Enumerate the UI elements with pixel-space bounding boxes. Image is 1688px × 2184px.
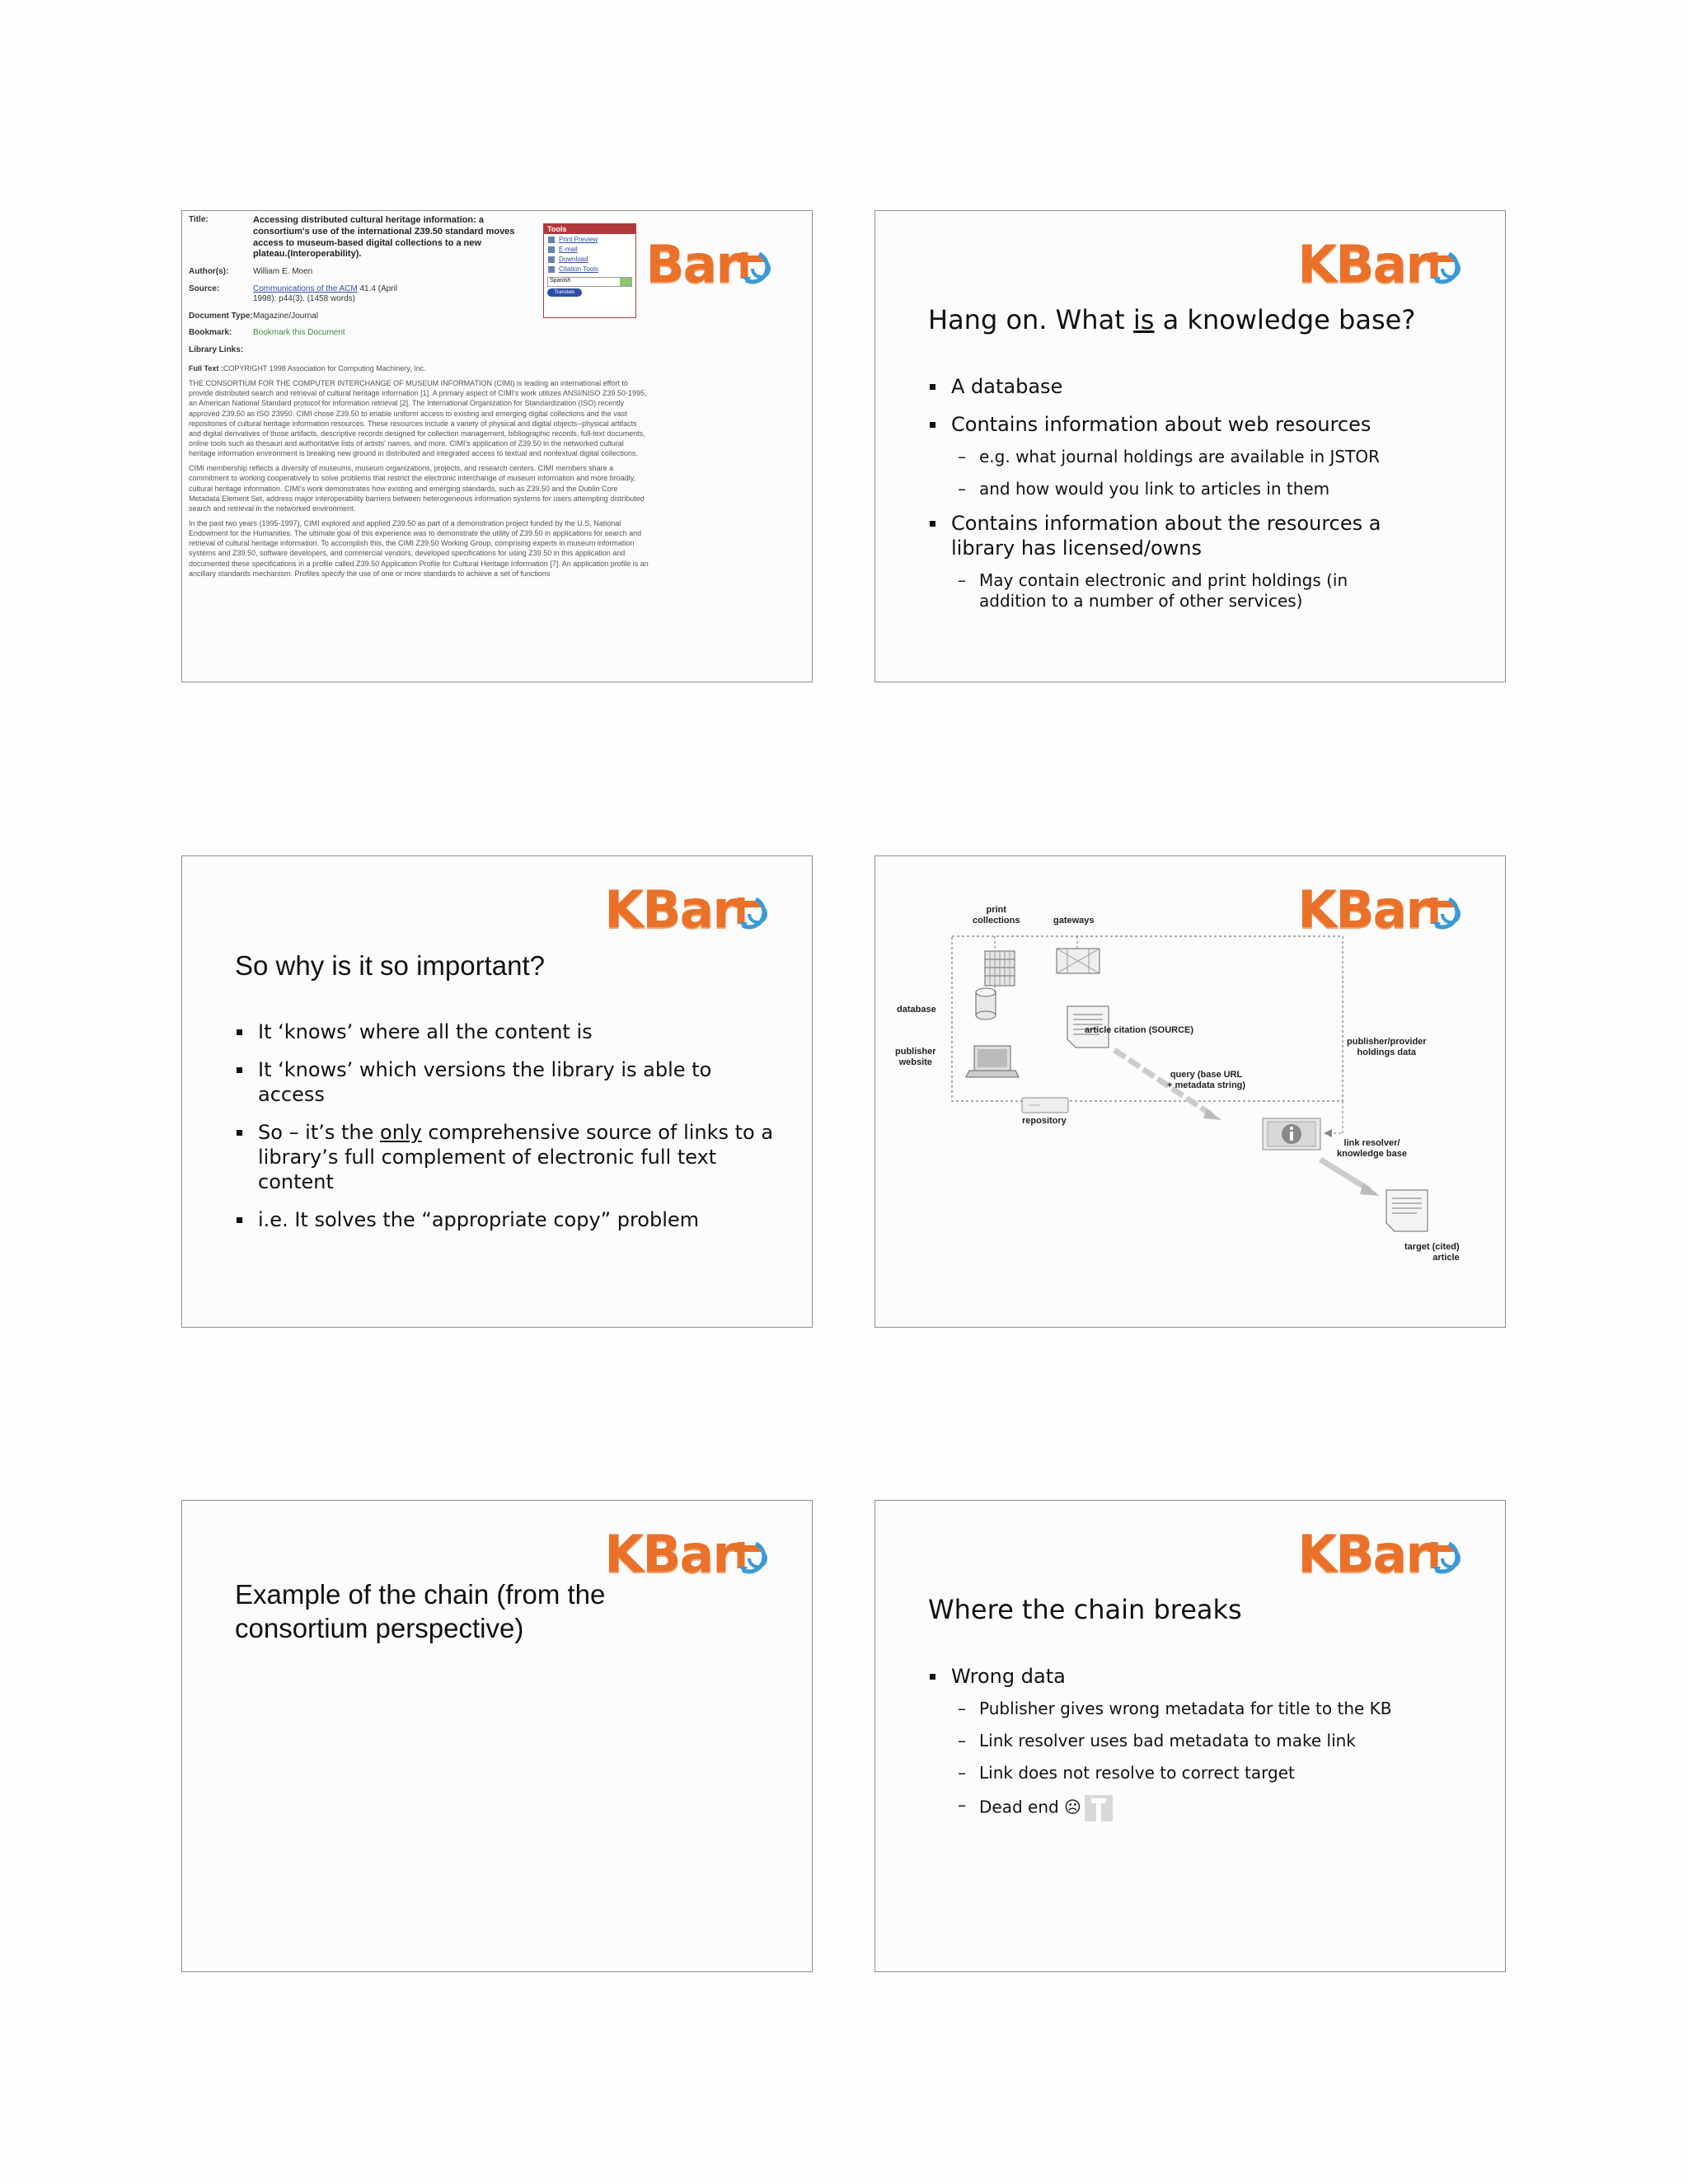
repository-label: repository <box>1022 1116 1067 1126</box>
slide-chain-example <box>181 1500 813 1972</box>
bullet-item <box>928 511 1423 612</box>
library-links-row <box>189 345 650 356</box>
database-icon <box>976 988 996 1019</box>
sub-bullet-item <box>951 1795 1472 1821</box>
logo-wordmark: KBar <box>604 1524 736 1584</box>
language-value: Spanish <box>550 278 571 284</box>
logo-wordmark: KBar <box>1297 879 1429 940</box>
publisher-website-label: publisher website <box>895 1047 936 1068</box>
authors-value: William E. Moen <box>253 267 313 276</box>
logo-cycle-icon <box>1426 1535 1464 1577</box>
doctype-value: Magazine/Journal <box>253 311 318 321</box>
publisher-provider-label: publisher/provider holdings data <box>1347 1037 1427 1058</box>
bullet-emphasis: only <box>380 1121 422 1144</box>
print-collections-icon <box>985 951 1015 986</box>
go-button[interactable] <box>620 278 631 286</box>
bullet-list <box>928 1664 1472 1833</box>
slide-knowledge-base <box>874 210 1506 682</box>
article-citation-label: article citation (SOURCE) <box>1085 1025 1194 1035</box>
title-part-1: Hang on. What <box>928 304 1133 335</box>
target-arrow <box>1320 1160 1370 1190</box>
bullet-text-pre: So – it’s the <box>258 1121 381 1144</box>
email-link[interactable]: E-mail <box>544 244 635 254</box>
bullet-list <box>235 1019 779 1245</box>
bullet-text: Wrong data <box>951 1665 1066 1688</box>
slide-chain-breaks <box>874 1500 1506 1972</box>
kbart-logo <box>604 881 771 939</box>
source-link[interactable]: Communications of the ACM <box>253 284 358 293</box>
source-label: Source: <box>189 284 220 293</box>
bullet-text: Contains information about web resources <box>951 413 1372 436</box>
article-title: Accessing distributed cultural heritage information: a consortium's use of the international Z39.50 standard moves access to museum-based digital collections to a new plateau.(Interoperability). <box>253 215 515 260</box>
repository-icon <box>1022 1098 1068 1113</box>
bullet-item <box>928 1664 1472 1821</box>
logo-cycle-icon <box>736 246 774 287</box>
print-collections-label: print collections <box>973 905 1020 926</box>
query-arrowhead <box>1203 1108 1221 1120</box>
source-details: 41.4 (April 1998): p44(3). (1458 words) <box>253 284 398 303</box>
target-label: target (cited) article <box>1404 1242 1460 1263</box>
bullet-item <box>928 412 1464 499</box>
title-part-2: a knowledge base? <box>1154 304 1416 335</box>
doctype-label: Document Type: <box>189 311 253 321</box>
logo-cycle-icon <box>1426 246 1464 287</box>
sub-bullet-item: – Link resolver uses bad metadata to make link <box>951 1731 1472 1751</box>
gateways-icon <box>1057 949 1100 973</box>
fulltext-para-3: In the past two years (1995-1997), CIMI explored and applied Z39.50 as part of a demonstration project funded by the U.S. National Endowment for the Humanities. The ultimate goal of this experience was to demonstrate the utility of Z39.50 in applications for search and retrieval of cultural heritage information. To accomplish this, the CIMI Z39.50 Working Group, comprising experts in museum information systems and Z39.50, software developers, and commercial vendors, developed specifications for using Z39.50 in this application and documented these specifications in a profile called Z39.50 Application Profile for Cultural Heritage Information [7]. An application profile is an ancillary standards mechanism. Profiles specify the use of one or more standards to achieve a set of functions <box>189 518 649 578</box>
link-resolver-label: link resolver/ knowledge base <box>1337 1138 1407 1160</box>
bookmark-link[interactable]: Bookmark this Document <box>253 328 345 337</box>
logo-cycle-icon <box>733 1535 771 1577</box>
fulltext-para-2: CIMI membership reflects a diversity of museums, museum organizations, projects, and research centers. CIMI members share a commitment to working cooperatively to solve problems that restrict the electronic interchange of museum information and more broadly, cultural heritage information. CIMI's work demonstrates how existing and emerging standards, such as Z39.50 and the Dublin Core Metadata Element Set, address major interoperability barriers between heterogeneous information systems for users attempting distributed search and retrieval in the networked environment. <box>189 464 645 513</box>
fulltext-label: Full Text : <box>189 364 223 373</box>
logo-wordmark: KBar <box>1297 234 1429 294</box>
authors-label: Author(s): <box>189 267 229 276</box>
kbart-logo <box>645 236 774 293</box>
library-links-label: Library Links: <box>189 344 244 354</box>
full-text <box>189 363 650 579</box>
fulltext-para-1: THE CONSORTIUM FOR THE COMPUTER INTERCHANGE OF MUSEUM INFORMATION (CIMI) is leading an international effort to provide distributed search and retrieval of cultural heritage information [1]. A primary aspect of CIMI's work utilizes ANSI/NISO Z39.50-1995, an American National Standard protocol for information retrieval [2]. The International Organization for Standardization (ISO) recently approved Z39.50 as ISO 23950. CIMI chose Z39.50 to enable uniform access to existing and emerging digital collections and the vast repositories of cultural heritage information resources. These resources include a variety of physical and digital objects--physical artifacts and digital derivatives of those artifacts, descriptive records designed for collection management, bibliographic records, full-text documents, online tools such as thesauri and authoritative lists of artists' names, and more. CIMI's application of Z39.50 in the networked cultural heritage information environment is breaking new ground in distributed and integrated access to textual and nontextual digital collections. <box>189 379 647 458</box>
logo-wordmark: KBar <box>1297 1524 1429 1584</box>
kbart-logo <box>1297 236 1464 293</box>
download-link[interactable]: Download <box>544 254 635 264</box>
tools-header: Tools <box>544 224 635 234</box>
translate-button[interactable]: Translate <box>547 288 582 297</box>
query-label: query (base URL + metadata string) <box>1167 1070 1246 1091</box>
slide-title: Where the chain breaks <box>928 1594 1242 1625</box>
sub-bullet-list <box>951 447 1464 499</box>
logo-wordmark: KBar <box>604 879 736 940</box>
sub-bullet-list <box>951 1699 1472 1821</box>
slide-why-important <box>181 855 813 1328</box>
dead-end-sign-icon <box>1085 1795 1113 1821</box>
target-article-icon <box>1386 1190 1428 1231</box>
fulltext-copyright: COPYRIGHT 1998 Association for Computing Machinery, Inc. <box>223 364 426 373</box>
print-preview-link[interactable]: Print Preview <box>544 234 635 244</box>
bullet-item: A database <box>928 374 1464 399</box>
database-label: database <box>897 1005 936 1015</box>
bullet-item: i.e. It solves the “appropriate copy” problem <box>235 1207 779 1232</box>
dead-end-text: Dead end ☹ <box>979 1797 1081 1817</box>
bookmark-label: Bookmark: <box>189 328 232 337</box>
slide-title: So why is it so important? <box>235 950 545 981</box>
slide-title <box>928 303 1415 336</box>
bullet-text-post: comprehensive source of links to a library’s full complement of electronic full text content <box>258 1121 774 1193</box>
publisher-website-icon <box>966 1046 1019 1077</box>
language-select[interactable] <box>547 277 632 287</box>
logo-cycle-icon <box>733 891 771 932</box>
title-emphasis: is <box>1132 304 1155 335</box>
bullet-item: It ‘knows’ where all the content is <box>235 1019 779 1044</box>
logo-wordmark-visible: Bar <box>645 234 739 294</box>
bullet-text: Contains information about the resources a library has licensed/owns <box>951 512 1381 560</box>
kbart-logo <box>1297 1526 1464 1583</box>
kbart-logo <box>604 1526 771 1583</box>
bookmark-row <box>189 328 650 339</box>
sub-bullet-item: – May contain electronic and print holdings (in addition to a number of other services) <box>951 570 1413 612</box>
bullet-item <box>235 1120 779 1194</box>
sub-bullet-item: – Publisher gives wrong metadata for title to the KB <box>951 1699 1472 1719</box>
slide-title: Example of the chain (from the consortium perspective) <box>235 1579 606 1644</box>
sub-bullet-item: – Link does not resolve to correct target <box>951 1763 1472 1783</box>
slide-linking-diagram <box>874 855 1506 1328</box>
sub-bullet-item: – and how would you link to articles in them <box>951 479 1464 499</box>
sub-bullet-item: – e.g. what journal holdings are available in JSTOR <box>951 447 1464 467</box>
gateways-label: gateways <box>1053 916 1095 926</box>
link-resolver-icon <box>1263 1118 1320 1150</box>
slide-article-screenshot <box>181 210 813 682</box>
bullet-item: It ‘knows’ which versions the library is able to access <box>235 1057 779 1107</box>
citation-tools-link[interactable]: Citation Tools <box>544 264 635 274</box>
bullet-list <box>928 374 1464 623</box>
title-label: Title: <box>189 215 209 224</box>
target-arrowhead <box>1360 1183 1380 1196</box>
tools-panel <box>543 223 636 318</box>
sub-bullet-list <box>951 570 1423 612</box>
